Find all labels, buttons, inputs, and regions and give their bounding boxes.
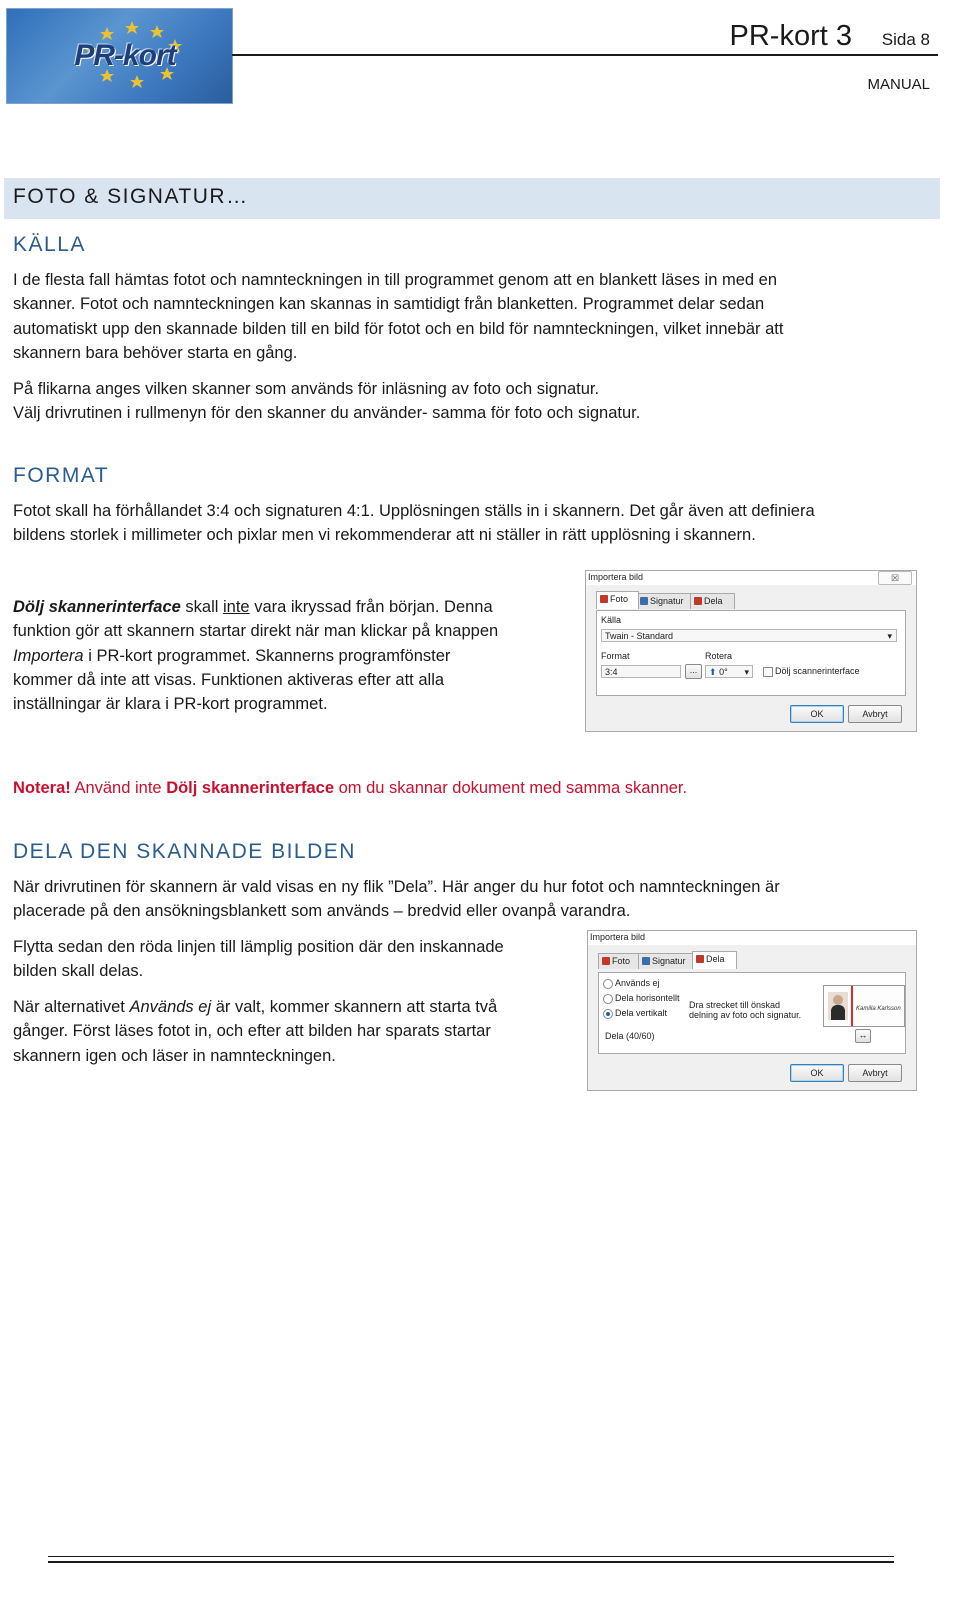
tab-dela[interactable]: Dela xyxy=(690,593,735,609)
dialog-panel xyxy=(598,972,906,1054)
radio-label: Dela vertikalt xyxy=(615,1008,668,1018)
footer-rule xyxy=(48,1561,894,1563)
format-field[interactable]: 3:4 xyxy=(601,665,681,678)
text-line: När alternativet Används ej är valt, kommer skannern att starta två xyxy=(13,998,498,1016)
format-paragraph-1 xyxy=(13,499,815,548)
text-span: vara ikryssad från början. Denna xyxy=(249,598,493,616)
photo-icon xyxy=(600,595,608,603)
text-line: Fotot skall ha förhållandet 3:4 och signaturen 4:1. Upplösningen ställs in i skannern. Det går även att definiera xyxy=(13,502,815,520)
radio-anvands-ej[interactable] xyxy=(603,979,613,989)
dela-paragraph-1 xyxy=(13,875,780,924)
note-label: Notera! xyxy=(13,779,71,797)
text-line: automatiskt upp den skannade bilden till en bild för fotot och en bild för namnteckningen, vilket innebär att xyxy=(13,319,784,338)
kalla-paragraph-1 xyxy=(13,268,783,365)
close-icon[interactable]: ☒ xyxy=(878,571,912,585)
radio-label: Används ej xyxy=(615,978,660,988)
text-line: inställningar är klara i PR-kort programmet. xyxy=(13,695,328,714)
underlined-word: inte xyxy=(223,598,250,616)
kalla-paragraph-2 xyxy=(13,377,640,426)
logo-text: PR-kort xyxy=(74,39,176,72)
split-line[interactable] xyxy=(851,986,853,1026)
dialog-titlebar xyxy=(588,931,916,945)
split-ratio-label: Dela (40/60) xyxy=(605,1031,655,1041)
text-line: Välj drivrutinen i rullmenyn för den skanner du använder- samma för foto och signatur. xyxy=(13,404,641,423)
note-paragraph xyxy=(13,776,687,800)
text-span: Använd inte xyxy=(70,779,167,797)
header-rule xyxy=(232,54,938,56)
dela-paragraph-2 xyxy=(13,935,568,984)
italic-term: Används ej xyxy=(129,998,212,1016)
radio-label: Dela horisontellt xyxy=(615,993,680,1003)
section-title: FOTO & SIGNATUR… xyxy=(13,185,249,208)
tab-foto[interactable]: Foto xyxy=(598,953,641,969)
ok-button[interactable]: OK xyxy=(790,1064,844,1082)
text-line xyxy=(13,644,563,668)
text-line: skanner. Fotot och namnteckningen kan skannas in samtidigt från blanketten. Programmet delar sedan xyxy=(13,295,765,314)
text-span: skall xyxy=(180,598,223,616)
text-line: bilden skall delas. xyxy=(13,962,144,981)
hide-interface-label: Dölj scannerinterface xyxy=(775,666,860,676)
hide-interface-checkbox[interactable] xyxy=(763,667,773,677)
document-title: PR-kort 3 xyxy=(729,20,852,52)
heading-kalla: KÄLLA xyxy=(13,233,86,256)
page-number: Sida 8 xyxy=(881,30,930,49)
text-span: om du skannar dokument med samma skanner. xyxy=(334,779,688,797)
source-label: Källa xyxy=(601,615,622,625)
photo-icon xyxy=(602,957,610,965)
text-line: På flikarna anges vilken skanner som används för inläsning av foto och signatur. xyxy=(13,380,600,398)
radio-dela-vertikalt[interactable] xyxy=(603,1009,613,1019)
text-line: kommer då inte att visas. Funktionen aktiveras efter att alla xyxy=(13,670,445,689)
footer-rule xyxy=(48,1556,894,1557)
tab-signatur[interactable]: Signatur xyxy=(638,953,695,969)
signature-icon xyxy=(640,597,648,605)
dela-paragraph-3 xyxy=(13,995,568,1068)
text-line: När drivrutinen för skannern är vald visas en ny flik ”Dela”. Här anger du hur fotot och namnteckningen är xyxy=(13,878,780,896)
tab-foto[interactable]: Foto xyxy=(596,591,639,609)
signature-icon xyxy=(642,957,650,965)
chevron-down-icon: ▾ xyxy=(887,631,892,641)
italic-term: Importera xyxy=(13,646,84,665)
text-line: placerade på den ansökningsblankett som används – bredvid eller ovanpå varandra. xyxy=(13,902,631,921)
heading-format: FORMAT xyxy=(13,464,110,487)
text-line: bildens storlek i millimeter och pixlar men vi rekommenderar att ni ställer in rätt upplösning i skannern. xyxy=(13,526,756,545)
split-icon xyxy=(694,597,702,605)
dialog-title: Importera bild xyxy=(588,572,644,582)
text-line: funktion gör att skannern startar direkt när man klickar på knappen xyxy=(13,622,499,641)
rotate-select[interactable]: ⬆ 0° ▾ xyxy=(705,665,753,678)
text-line: gånger. Först läses fotot in, och efter att bilden har sparats startar xyxy=(13,1022,491,1041)
text-span: i PR-kort programmet. Skannerns programfönster xyxy=(83,646,451,665)
split-icon xyxy=(696,955,704,963)
radio-dela-horisontellt[interactable] xyxy=(603,994,613,1004)
arrow-up-icon: ⬆ xyxy=(709,667,717,677)
split-preview xyxy=(823,985,905,1027)
cancel-button[interactable]: Avbryt xyxy=(848,1064,902,1082)
browse-button[interactable]: ... xyxy=(685,664,702,679)
tab-dela[interactable]: Dela xyxy=(692,951,737,969)
dialog-titlebar xyxy=(586,571,916,585)
dialog-panel xyxy=(596,610,906,696)
cancel-button[interactable]: Avbryt xyxy=(848,705,902,723)
ok-button[interactable]: OK xyxy=(790,705,844,723)
text-line: Flytta sedan den röda linjen till lämplig position där den inskannade xyxy=(13,938,504,956)
manual-label: MANUAL xyxy=(867,76,930,93)
rotate-label: Rotera xyxy=(705,651,733,661)
source-select[interactable]: Twain - Standard ▾ xyxy=(601,629,897,642)
text-line: skannern bara behöver starta en gång. xyxy=(13,343,298,362)
portrait-photo xyxy=(828,992,848,1020)
chevron-down-icon: ▾ xyxy=(744,667,749,677)
split-hint: Dra strecket till önskad delning av foto och signatur. xyxy=(689,1000,802,1020)
heading-dela: DELA DEN SKANNADE BILDEN xyxy=(13,840,356,863)
dialog-title: Importera bild xyxy=(590,932,646,942)
text-line: skannern igen och läser in namnteckningen. xyxy=(13,1046,336,1065)
split-dialog-screenshot xyxy=(587,930,917,1091)
signature-image: Kamilla Karlsson xyxy=(856,1006,901,1012)
text-line xyxy=(13,595,563,619)
pr-kort-logo xyxy=(6,8,233,104)
import-dialog-screenshot xyxy=(585,570,917,732)
text-line: I de flesta fall hämtas fotot och namnteckningen in till programmet genom att en blankett läses in med en xyxy=(13,271,778,289)
format-paragraph-2 xyxy=(13,595,563,716)
resize-icon[interactable]: ↔ xyxy=(855,1029,871,1043)
emphasis-term: Dölj skannerinterface xyxy=(166,779,334,797)
format-label: Format xyxy=(601,651,630,661)
emphasis-term: Dölj skannerinterface xyxy=(13,598,181,616)
tab-signatur[interactable]: Signatur xyxy=(636,593,693,609)
